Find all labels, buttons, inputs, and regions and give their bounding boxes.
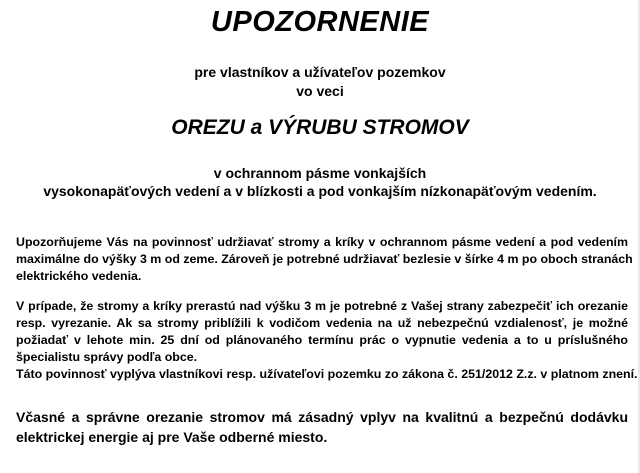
paragraph-line: Táto povinnosť vyplýva vlastníkovi resp. užívateľovi pozemku zo zákona č. 251/2012 Z.z. v platnom znení. [16,367,638,381]
subtitle-audience: pre vlastníkov a užívateľov pozemkov [194,64,446,80]
paragraph-line: Včasné a správne orezanie stromov má zásadný vplyv na kvalitnú a bezpečnú dodávku [16,409,628,425]
paragraph-line: V prípade, že stromy a kríky prerastú nad výšku 3 m je potrebné z Vašej strany zabezpečiť ich orezanie [16,299,628,313]
context-line-1: v ochrannom pásme vonkajších [213,165,427,181]
context-line-2: vysokonapäťových vedení a v blízkosti a pod vonkajším nízkonapäťovým vedením. [43,183,597,199]
document-title: UPOZORNENIE [210,6,430,38]
document-subject: OREZU a VÝRUBU STROMOV [171,116,469,139]
paragraph-line: elektrickej energie aj pre Vaše odberné miesto. [16,429,328,445]
paragraph-importance [16,407,628,447]
paragraph-line: resp. vyrezanie. Ak sa stromy priblížili k vodičom vedenia na už nebezpečnú vzdialenosť, je možné [16,316,628,330]
paragraph-line: elektrického vedenia. [16,269,142,283]
paragraph-line: maximálne do výšky 3 m od zeme. Zároveň je potrebné udržiavať bezlesie v šírke 4 m po oboch stranách [16,252,633,266]
subtitle-regarding: vo veci [296,83,344,99]
paragraph-line: Upozorňujeme Vás na povinnosť udržiavať stromy a kríky v ochrannom pásme vedení a pod vedením [16,235,628,249]
paragraph-procedure [16,298,638,383]
paragraph-line: požiadať v lehote min. 25 dní od plánovaného termínu prác o vypnutie vedenia a to u príslušného [16,333,628,347]
paragraph-obligation [16,234,633,285]
paragraph-line: špecialistu správy podľa obce. [16,350,198,364]
